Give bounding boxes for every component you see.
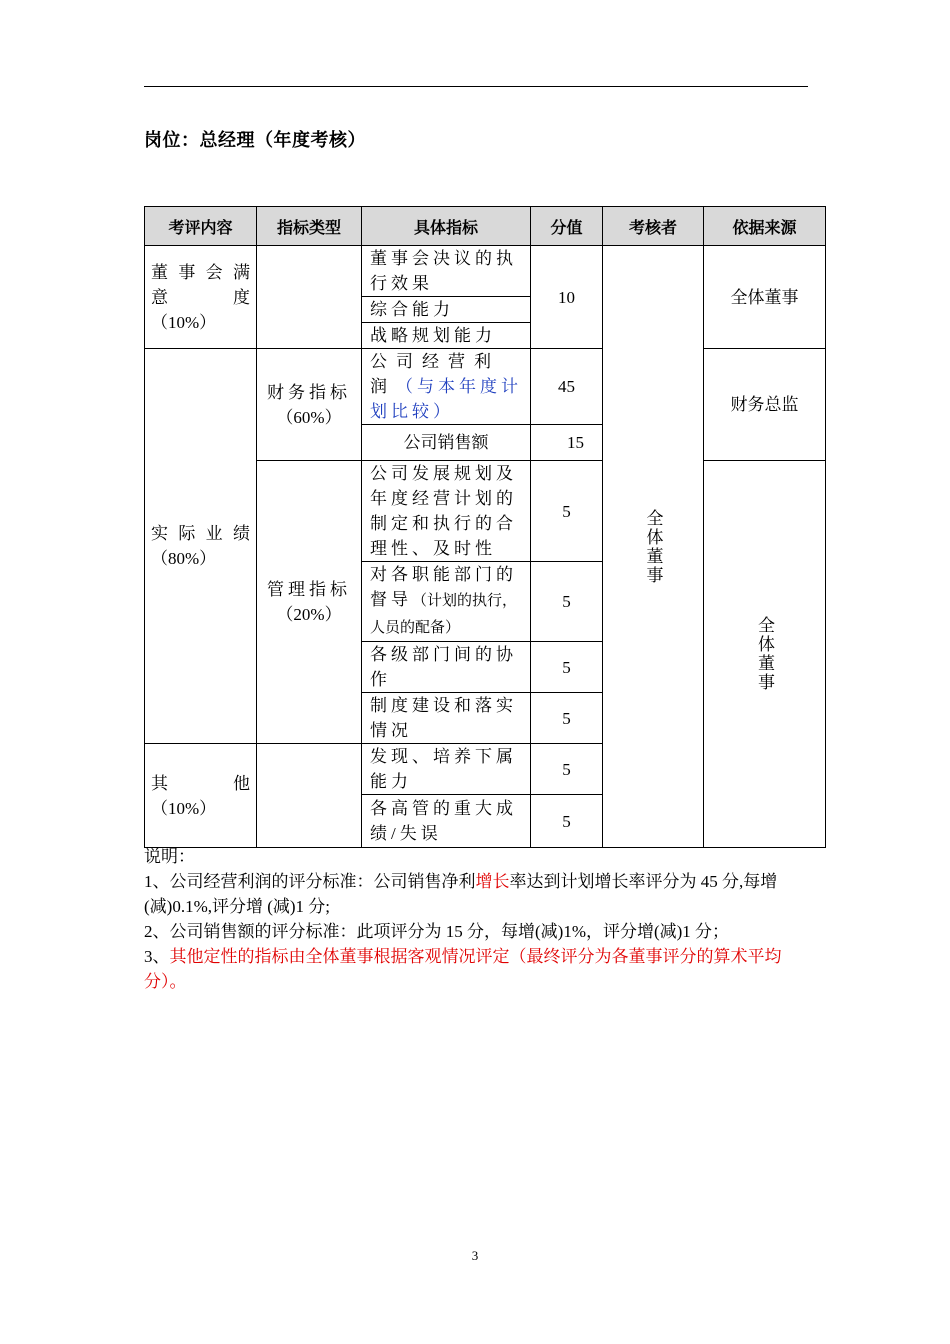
score-profit: 45: [531, 349, 603, 425]
indicator-overall-ability: 综合能力: [362, 297, 531, 323]
type-management: 管理指标 （20%）: [257, 461, 362, 744]
type-empty: [257, 744, 362, 848]
score-supervision: 5: [531, 562, 603, 642]
table-row: [145, 246, 826, 297]
score-system: 5: [531, 693, 603, 744]
type-financial: 财务指标 （60%）: [257, 349, 362, 461]
page-number: 3: [471, 1248, 479, 1263]
page-title: 岗位：总经理（年度考核）: [144, 130, 366, 151]
score-satisfaction: 10: [531, 246, 603, 349]
assessment-table: [144, 206, 826, 848]
indicator-achievements: 各高管的重大成绩/失误: [362, 795, 531, 848]
indicator-sales: 公司销售额: [362, 425, 531, 461]
header-assessor: 考核者: [603, 207, 704, 246]
content-other: 其 他 （10%）: [145, 744, 257, 848]
score-achievements: 5: [531, 795, 603, 848]
notes-section: [144, 844, 808, 994]
indicator-supervision: 对各职能部门的督导（计划的执行，人员的配备）: [362, 562, 531, 642]
header-score: 分值: [531, 207, 603, 246]
table-row: [145, 349, 826, 425]
indicator-operating-profit: 公司经营利润（与本年度计划比较）: [362, 349, 531, 425]
note-3: 3、其他定性的指标由全体董事根据客观情况评定（最终评分为各董事评分的算术平均分）。: [144, 947, 782, 991]
indicator-development-plan: 公司发展规划及年度经营计划的制定和执行的合理性、及时性: [362, 461, 531, 562]
assessor-cell: 全体董事: [603, 246, 704, 848]
note-1: 1、公司经营利润的评分标准：公司销售净利增长率达到计划增长率评分为 45 分,每增(减)0.1%,评分增 (减)1 分;: [144, 872, 778, 916]
indicator-talent: 发现、培养下属能力: [362, 744, 531, 795]
notes-label: 说明：: [144, 847, 195, 866]
content-satisfaction: 董事会满 意 度 （10%）: [145, 246, 257, 349]
header-indicator: 具体指标: [362, 207, 531, 246]
content-performance: 实际业绩 （80%）: [145, 349, 257, 744]
score-talent: 5: [531, 744, 603, 795]
indicator-coordination: 各级部门间的协作: [362, 642, 531, 693]
note-2: 2、公司销售额的评分标准：此项评分为 15 分，每增(减)1%，评分增(减)1 分；: [144, 922, 730, 941]
source-financial: 财务总监: [704, 349, 826, 461]
score-sales: 15: [531, 425, 603, 461]
score-coordination: 5: [531, 642, 603, 693]
indicator-board-resolution: 董事会决议的执行效果: [362, 246, 531, 297]
header-rule: [144, 86, 808, 87]
table-header-row: [145, 207, 826, 246]
source-satisfaction: 全体董事: [704, 246, 826, 349]
source-management: 全体董事: [704, 461, 826, 848]
header-type: 指标类型: [257, 207, 362, 246]
indicator-strategic-planning: 战略规划能力: [362, 323, 531, 349]
score-plan: 5: [531, 461, 603, 562]
header-source: 依据来源: [704, 207, 826, 246]
header-content: 考评内容: [145, 207, 257, 246]
type-empty: [257, 246, 362, 349]
indicator-system-building: 制度建设和落实情况: [362, 693, 531, 744]
